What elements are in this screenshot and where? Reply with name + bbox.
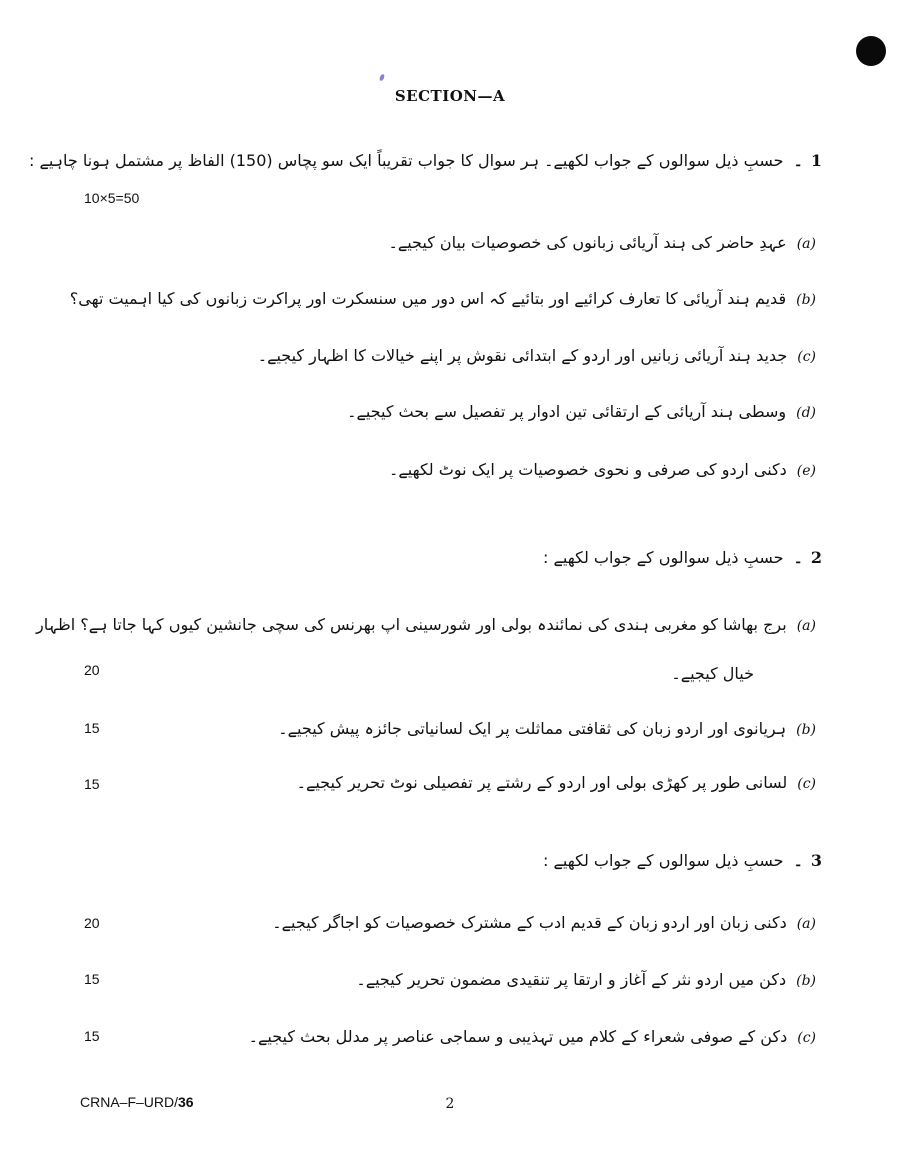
question-2-part-a-continuation: خیال کیجیے۔ [671,664,754,683]
part-text: دکنی اردو کی صرفی و نحوی خصوصیات پر ایک نوٹ لکھیے۔ [389,460,787,479]
part-text: عہدِ حاضر کی ہند آریائی زبانوں کی خصوصیات بیان کیجیے۔ [388,233,787,252]
question-number: 2 [810,548,822,567]
question-number: 3 [810,851,822,870]
part-label: (a) [796,618,816,634]
question-1-marks: 10×5=50 [84,190,140,206]
part-label: (a) [796,236,816,252]
question-1-part-a [388,228,816,259]
instruction-text: حسبِ ذیل سوالوں کے جواب لکھیے : [543,851,784,870]
question-2-part-c [297,768,816,799]
question-1-part-b [70,284,816,315]
part-label: (c) [797,349,816,365]
question-3-part-a-marks: 20 [84,915,100,931]
part-text: برج بھاشا کو مغربی ہندی کی نمائندہ بولی اور شورسینی اپ بھرنس کی سچی جانشین کیوں کہا جاتا ہے؟ اظہار [35,615,787,634]
question-number: 1 [810,151,822,170]
part-text: دکن میں اردو نثر کے آغاز و ارتقا پر تنقیدی مضمون تحریر کیجیے۔ [356,970,787,989]
question-2-part-c-marks: 15 [84,776,100,792]
part-label: (d) [796,405,816,421]
paper-code-prefix: CRNA–F–URD/ [80,1094,179,1110]
paper-code-number: 36 [178,1094,194,1110]
question-1-part-c [258,341,816,372]
question-2-part-b [278,714,816,745]
page-number: 2 [445,1096,455,1112]
question-1-part-d [347,397,816,428]
part-text: وسطی ہند آریائی کے ارتقائی تین ادوار پر تفصیل سے بحث کیجیے۔ [347,402,787,421]
question-1-part-e [389,455,816,486]
question-3-part-a [272,908,816,939]
instruction-text: حسبِ ذیل سوالوں کے جواب لکھیے : [543,548,784,567]
question-3-part-b [356,965,816,996]
instruction-text: حسبِ ذیل سوالوں کے جواب لکھیے۔ ہر سوال کا جواب تقریباً ایک سو پچاس (150) الفاظ پر مشتمل ہونا چاہیے : [29,151,784,170]
part-text: جدید ہند آریائی زبانیں اور اردو کے ابتدائی نقوش پر اپنے خیالات کا اظہار کیجیے۔ [257,346,788,365]
part-label: (c) [797,776,816,792]
part-label: (c) [797,1030,816,1046]
question-1-instruction: 1۔حسبِ ذیل سوالوں کے جواب لکھیے۔ ہر سوال کا جواب تقریباً ایک سو پچاس (150) الفاظ پر مشتمل ہونا چاہیے : [29,151,822,170]
part-text: ہریانوی اور اردو زبان کی ثقافتی مماثلت پر ایک لسانیاتی جائزہ پیش کیجیے۔ [278,719,787,738]
part-label: (a) [796,916,816,932]
part-label: (b) [796,722,816,738]
question-3-instruction: 3۔حسبِ ذیل سوالوں کے جواب لکھیے : [543,851,822,870]
part-label: (b) [796,292,816,308]
punch-hole-mark [856,36,886,66]
question-3-part-b-marks: 15 [84,971,100,987]
part-text: لسانی طور پر کھڑی بولی اور اردو کے رشتے پر تفصیلی نوٹ تحریر کیجیے۔ [296,773,788,792]
ink-speck [379,73,386,81]
part-text: دکن کے صوفی شعراء کے کلام میں تہذیبی و سماجی عناصر پر مدلل بحث کیجیے۔ [248,1027,788,1046]
question-2-part-b-marks: 15 [84,720,100,736]
question-3-part-c-marks: 15 [84,1028,100,1044]
part-label: (e) [796,463,816,479]
question-2-part-a [36,610,816,641]
question-3-part-c [249,1022,816,1053]
part-label: (b) [796,973,816,989]
section-title: SECTION—A [394,87,506,105]
part-text: دکنی زبان اور اردو زبان کے قدیم ادب کے مشترک خصوصیات کو اجاگر کیجیے۔ [272,913,787,932]
question-2-part-a-marks: 20 [84,662,100,678]
part-text: قدیم ہند آریائی کا تعارف کرائیے اور بتائیے کہ اس دور میں سنسکرت اور پراکرت زبانوں کی کیا اہمیت تھی؟ [69,289,787,308]
question-2-instruction: 2۔حسبِ ذیل سوالوں کے جواب لکھیے : [543,548,822,567]
